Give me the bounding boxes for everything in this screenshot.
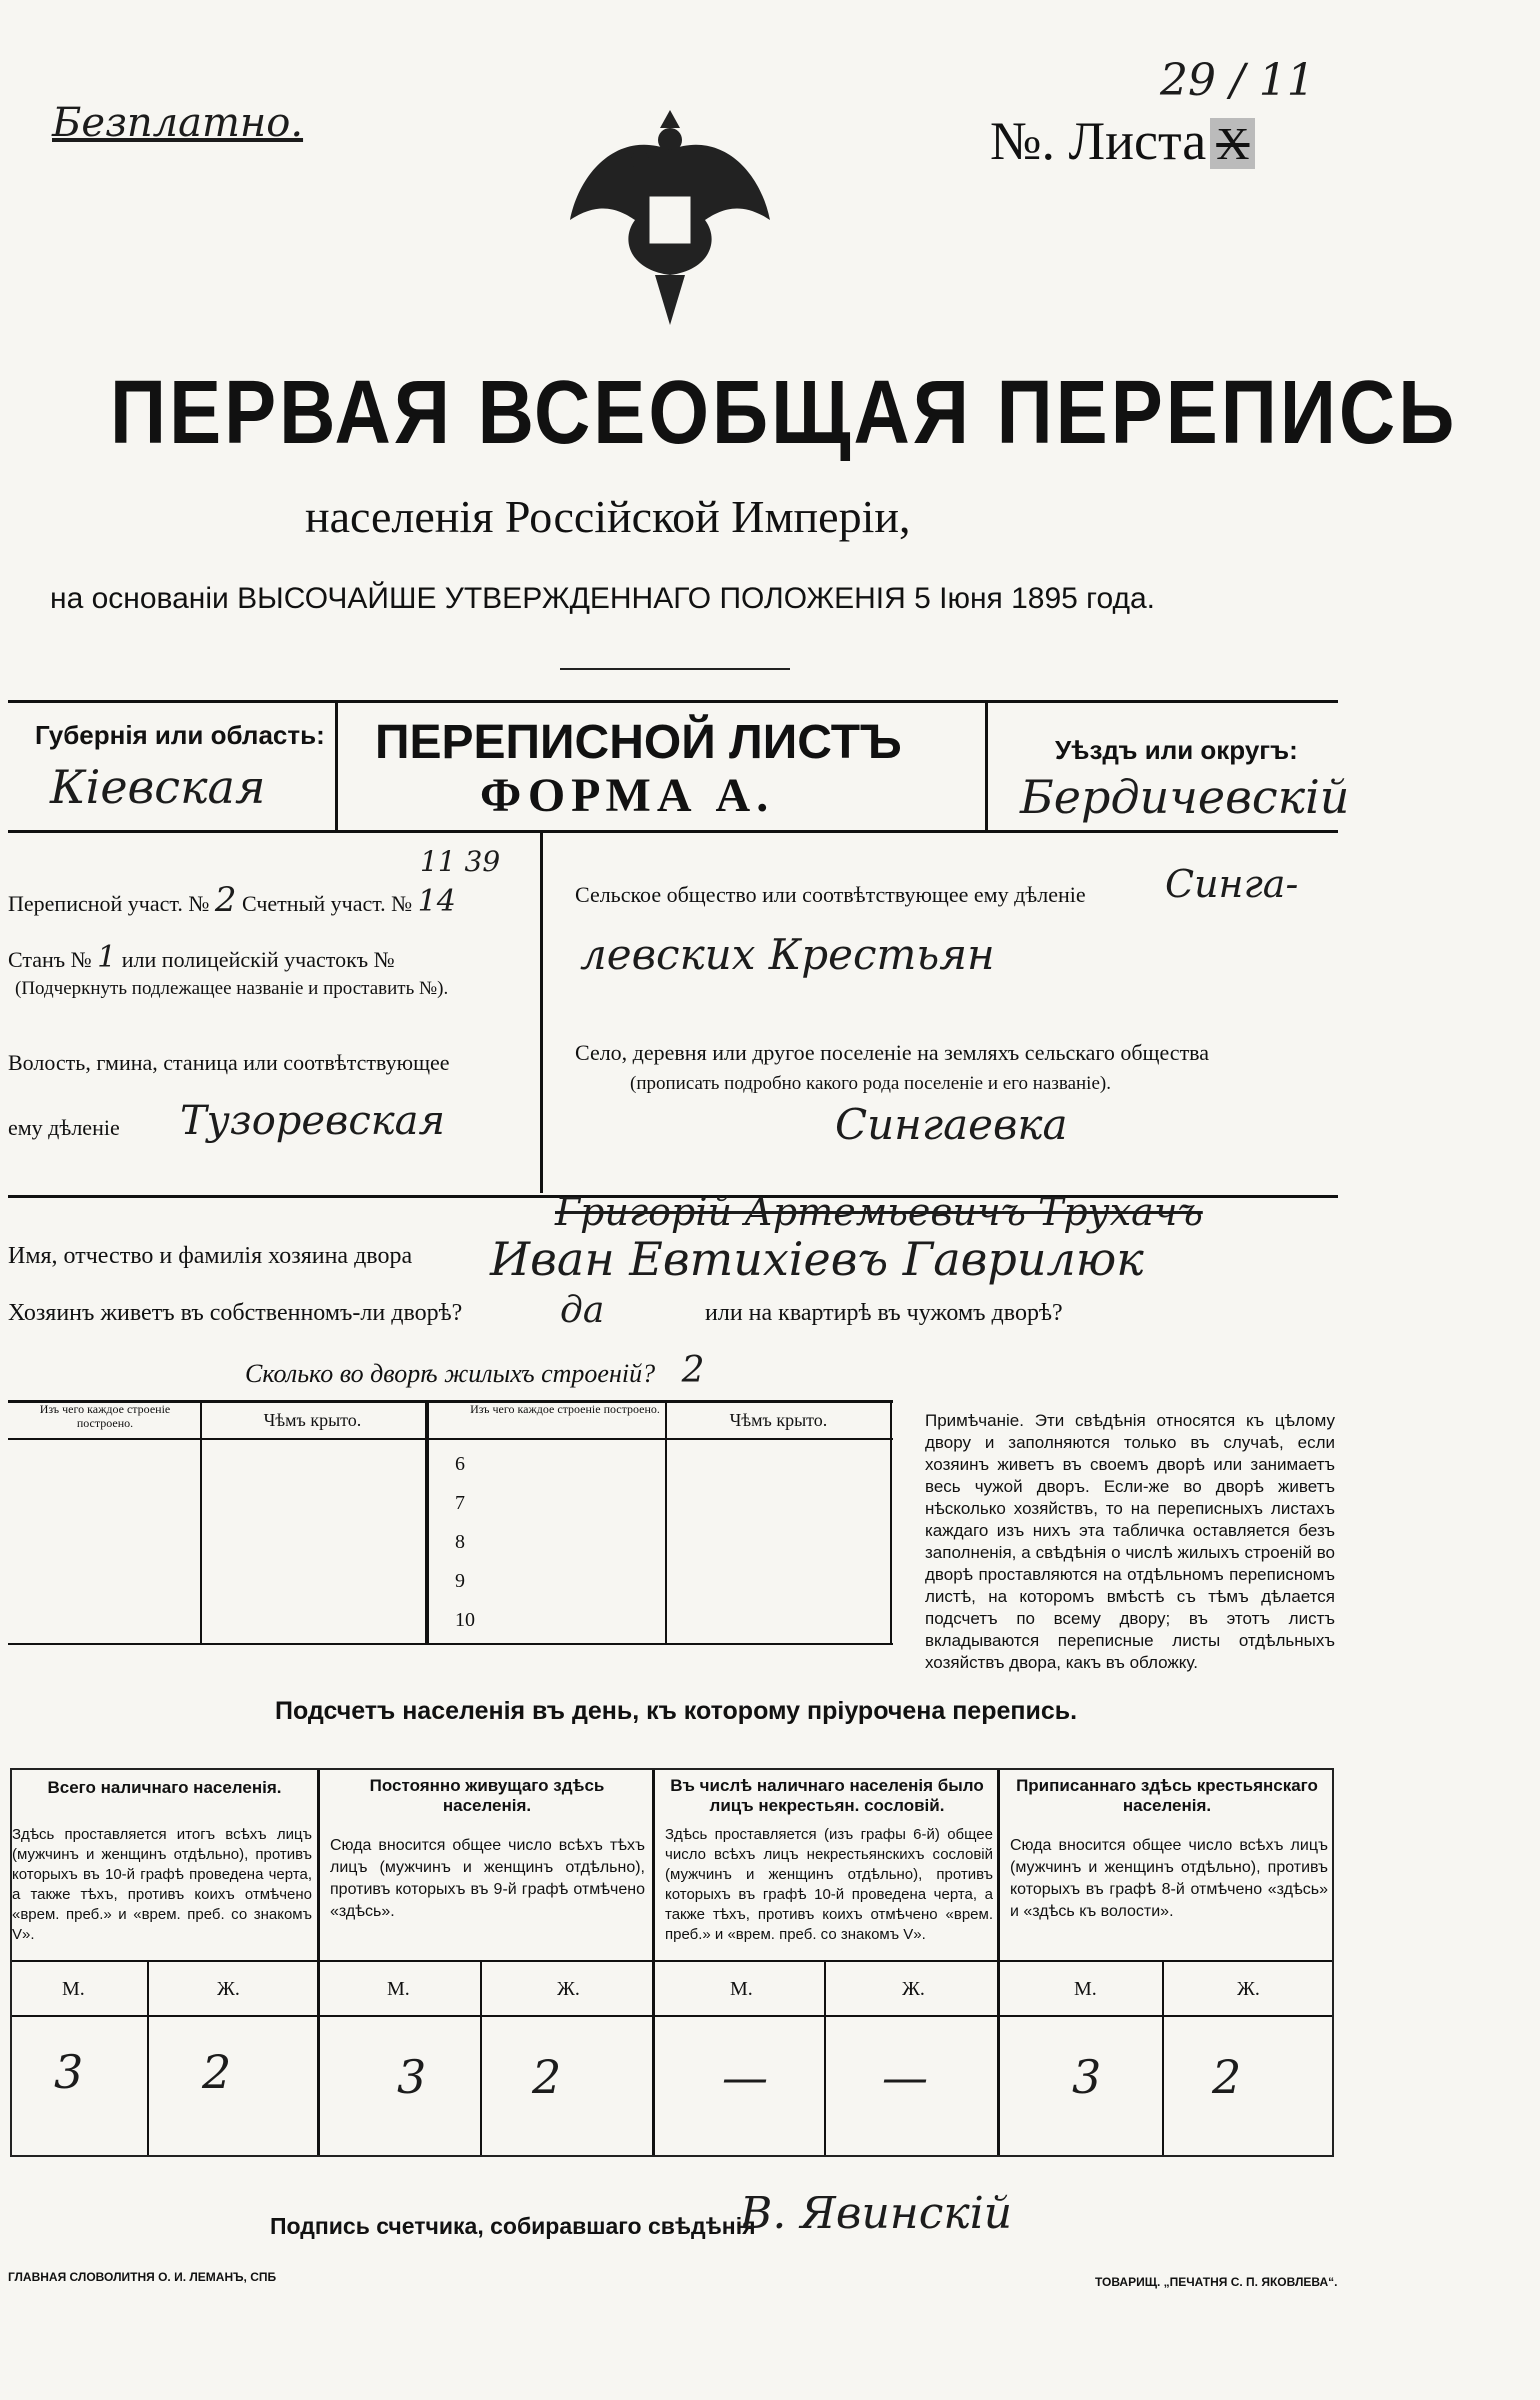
pop-col3-desc: Здѣсь проставляется (изъ графы 6-й) общее число всѣхъ лицъ некрестьянскихъ сословiй (мужчинъ и женщинъ отдѣльно), противъ которыхъ въ графѣ 10-й проведена черта, а также тѣхъ, противъ коихъ отмѣчено «врем. преб.» и «врем. преб. со знакомъ V». [665, 1826, 993, 1943]
buildings-rows-right [455, 1445, 475, 1640]
signature-label: Подпись счетчика, собиравшаго свѣдѣнiя [270, 2213, 756, 2239]
volost-value: Тузоревская [180, 1098, 445, 1144]
buildings-value: 2 [681, 1350, 705, 1391]
pop-col3-f-value: — [882, 2050, 928, 2104]
census-district-label: Переписной участ. № [8, 891, 210, 916]
buildings-col-roof-left: Чѣмъ крыто. [263, 1410, 362, 1430]
uezd-label: Уѣздъ или округъ: [1055, 735, 1298, 765]
page-title: ПЕРВАЯ ВСЕОБЩАЯ ПЕРЕПИСЬ [110, 361, 1458, 463]
pop-col1-m-value: 3 [54, 2045, 84, 2099]
population-title: Подсчетъ населенiя въ день, къ которому прiурочена перепись. [275, 1697, 1078, 1725]
police-label: или полицейскiй участокъ № [121, 947, 395, 972]
village-value: Сингаевка [835, 1100, 1068, 1149]
free-label: Безплатно. [52, 100, 304, 146]
pop-col2-desc: Сюда вносится общее число всѣхъ тѣхъ лицъ (мужчинъ и женщинъ отдѣльно), противъ которыхъ въ 9-й графѣ отмѣчено «здѣсь». [330, 1837, 645, 1920]
census-district-value: 2 [214, 880, 237, 920]
own-yard-label: Хозяинъ живетъ въ собственномъ-ли дворѣ? [8, 1300, 463, 1326]
population-table [10, 1768, 1334, 2157]
society-value-1: Синга- [1165, 862, 1299, 906]
gubernia-label: Губернiя или область: [35, 720, 325, 750]
stan-label: Станъ № [8, 947, 92, 972]
pop-col1-head: Всего наличнаго населенiя. [47, 1778, 282, 1797]
underline-note: (Подчеркнуть подлежащее названiе и проставить №). [15, 978, 449, 999]
society-value-2: левских Крестьян [580, 930, 995, 979]
pop-col2-f-value: 2 [532, 2050, 562, 2104]
printer-left: ГЛАВНАЯ СЛОВОЛИТНЯ О. И. ЛЕМАНЪ, СПБ [8, 2270, 277, 2284]
pop-col3-f-label: Ж. [902, 1978, 925, 2000]
pop-col4-m-value: 3 [1072, 2050, 1102, 2104]
handwritten-sheet-number: 29 / 11 [1160, 55, 1315, 106]
pop-col1-m-label: М. [62, 1978, 85, 2000]
pop-col1-f-value: 2 [202, 2045, 232, 2099]
count-district-value: 14 [417, 884, 456, 919]
buildings-row-10: 10 [455, 1609, 475, 1631]
buildings-row-7: 7 [455, 1492, 465, 1514]
pop-col4-f-label: Ж. [1237, 1978, 1260, 2000]
buildings-row-6: 6 [455, 1453, 465, 1475]
form-title: ФОРМА А. [480, 769, 775, 822]
legal-basis: на основанiи ВЫСОЧАЙШЕ УТВЕРЖДЕННАГО ПОЛОЖЕНIЯ 5 Iюня 1895 года. [50, 582, 1156, 615]
pop-col4-head: Приписаннаго здѣсь крестьянскаго населенiя. [1016, 1776, 1318, 1815]
buildings-col-material-right: Изъ чего каждое строенiе построено. [470, 1402, 660, 1416]
buildings-row-9: 9 [455, 1570, 465, 1592]
pop-col2-f-label: Ж. [557, 1978, 580, 2000]
signature-value: В. Явинскiй [740, 2188, 1013, 2239]
pop-col1-f-label: Ж. [217, 1978, 240, 2000]
sheet-number-label: №. Листа [990, 111, 1207, 171]
society-label: Сельское общество или соотвѣтствующее ему дѣленiе [575, 882, 1086, 907]
sheet-title: ПЕРЕПИСНОЙ ЛИСТЪ [375, 716, 902, 769]
sheet-number-crossed: X [1210, 118, 1255, 169]
buildings-row [245, 1350, 705, 1391]
buildings-row-8: 8 [455, 1531, 465, 1553]
owner-name-label: Имя, отчество и фамилiя хозяина двора [8, 1243, 413, 1269]
printer-right: ТОВАРИЩ. „ПЕЧАТНЯ С. П. ЯКОВЛЕВА“. [1095, 2275, 1338, 2289]
count-district-label: Счетный участ. № [241, 891, 413, 916]
gubernia-value: Кiевская [50, 760, 266, 814]
rented-label: или на квартирѣ въ чужомъ дворѣ? [705, 1300, 1063, 1326]
own-yard-row [8, 1300, 462, 1327]
pop-col4-f-value: 2 [1212, 2050, 1242, 2104]
volost-label-2: ему дѣленiе [8, 1115, 120, 1140]
volost-label: Волость, гмина, станица или соотвѣтствующее [8, 1050, 450, 1075]
buildings-label: Сколько во дворѣ жилыхъ строенiй? [245, 1359, 656, 1388]
pop-col3-m-value: — [722, 2050, 768, 2104]
buildings-note: Примѣчанiе. Эти свѣдѣнiя относятся къ цѣлому двору и заполняются только въ случаѣ, если хозяинъ живетъ въ своемъ дворѣ или занимаетъ весь чужой дворъ. Если-же во дворѣ живетъ нѣсколько хозяйствъ, то на переписныхъ листахъ каждаго изъ нихъ эта табличка оставляется безъ заполненiя, а свѣдѣнiя о числѣ жилыхъ строенiй во дворѣ проставляются на отдѣльномъ переписномъ листѣ, на которомъ вмѣстѣ съ тѣмъ дѣлается подсчетъ по всему двору; въ этотъ листъ вкладываются переписные листы отдѣльныхъ хозяйствъ двора, какъ въ обложку. [925, 1411, 1335, 1672]
village-note: (прописать подробно какого рода поселенiе и его названiе). [630, 1073, 1111, 1094]
pop-col3-head: Въ числѣ наличнаго населенiя было лицъ некрестьян. сословiй. [670, 1776, 984, 1815]
count-district-note: 11 39 [420, 845, 501, 878]
buildings-col-roof-right: Чѣмъ крыто. [729, 1410, 828, 1430]
pop-col2-m-value: 3 [397, 2050, 427, 2104]
pop-col4-desc: Сюда вносится общее число всѣхъ лицъ (мужчинъ и женщинъ отдѣльно), противъ которыхъ въ графѣ 8-й отмѣчено «здѣсь» и «здѣсь къ волости». [1010, 1837, 1328, 1920]
pop-col2-head: Постоянно живущаго здѣсь населенiя. [369, 1776, 605, 1815]
pop-col3-m-label: М. [730, 1978, 753, 2000]
page-subtitle: населенiя Россiйской Имперiи, [305, 491, 911, 542]
crossed-owner-name: Григорiй Артемьевичъ Трухачъ [555, 1190, 1203, 1234]
stan-value: 1 [97, 940, 117, 975]
double-headed-eagle-icon [560, 100, 780, 330]
eagle-emblem [560, 100, 780, 330]
owner-name-value: Иван Евтихiевъ Гаврилюк [490, 1232, 1144, 1286]
pop-col1-desc: Здѣсь проставляется итогъ всѣхъ лицъ (мужчинъ и женщинъ отдѣльно), противъ которыхъ въ 10-й графѣ проведена черта, а также тѣхъ, противъ коихъ отмѣчено «врем. преб.» и «врем. преб. со знакомъ V». [12, 1826, 312, 1943]
census-district-row [8, 880, 456, 920]
pop-col2-m-label: М. [387, 1978, 410, 2000]
buildings-col-material-left: Изъ чего каждое строенiе построено. [39, 1402, 171, 1430]
stan-row [8, 940, 395, 975]
ornament-divider [560, 668, 790, 670]
uezd-value: Бердичевскiй [1020, 770, 1350, 824]
pop-col4-m-label: М. [1074, 1978, 1097, 2000]
own-yard-value: да [560, 1290, 605, 1331]
sheet-number-area [990, 110, 1255, 172]
village-label: Село, деревня или другое поселенiе на земляхъ сельскаго общества [575, 1040, 1210, 1065]
